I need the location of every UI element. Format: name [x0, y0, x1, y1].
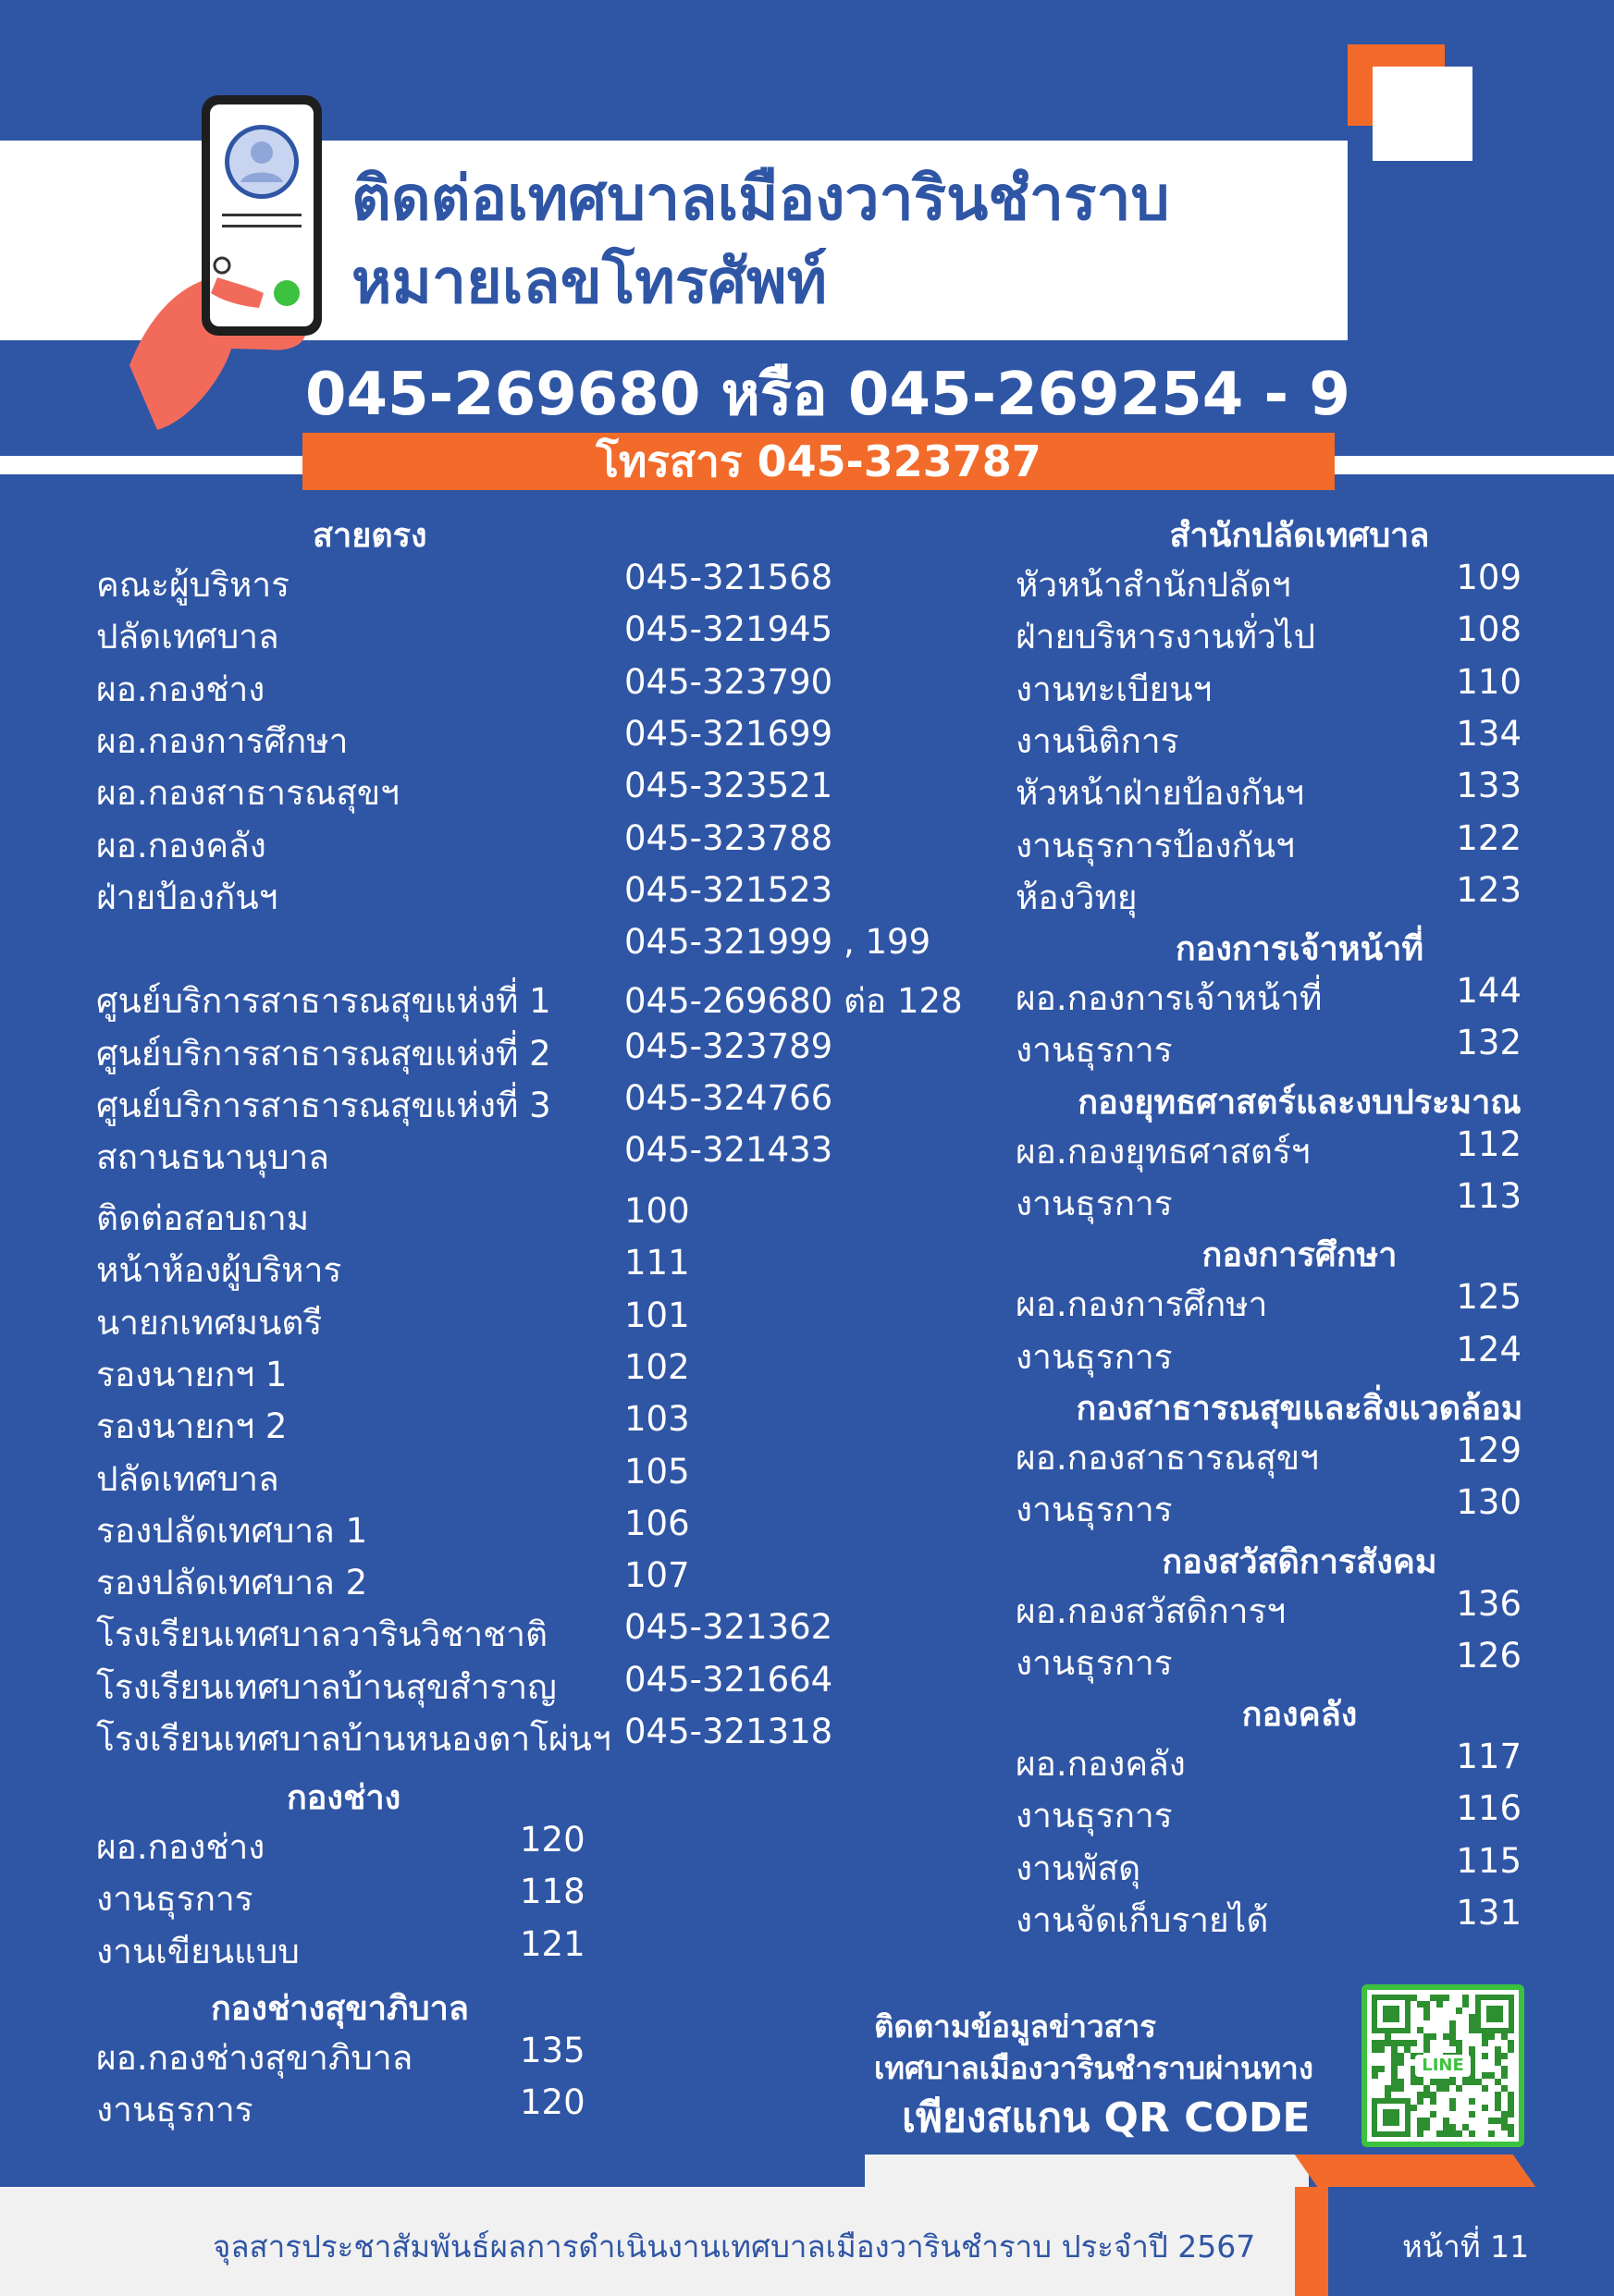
contact-label: ปลัดเทศบาล — [96, 1458, 279, 1499]
extension-number: 122 — [1456, 817, 1522, 858]
contact-label: ศูนย์บริการสาธารณสุขแห่งที่ 1 — [96, 981, 551, 1022]
contact-label: ผอ.กองการศึกษา — [96, 720, 349, 761]
contact-number: 102 — [624, 1346, 690, 1387]
extension-number: 113 — [1456, 1176, 1522, 1216]
extension-number: 129 — [1456, 1430, 1522, 1470]
extension-number: 116 — [1456, 1788, 1522, 1829]
contact-number: 045-321362 — [624, 1607, 833, 1648]
qr-code-frame — [1361, 1984, 1524, 2147]
extension-label: ผอ.กองคลัง — [1016, 1744, 1186, 1785]
contact-number: 045-321664 — [624, 1659, 833, 1700]
contact-number: 106 — [624, 1503, 690, 1543]
contact-number: 045-321699 — [624, 713, 833, 754]
contact-number: 107 — [624, 1555, 690, 1596]
main-phone-numbers: 045-269680 หรือ 045-269254 - 9 — [305, 361, 1350, 429]
contact-number: 111 — [624, 1243, 690, 1283]
page-subtitle: หมายเลขโทรศัพท์ — [351, 246, 828, 317]
contact-label: งานธุรการ — [96, 1879, 253, 1920]
contact-label: ผอ.กองคลัง — [96, 825, 266, 866]
extension-label: งานธุรการ — [1016, 1030, 1173, 1071]
extension-label: ผอ.กองการศึกษา — [1016, 1284, 1268, 1325]
contact-number: 103 — [624, 1399, 690, 1440]
extension-label: งานพัสดุ — [1016, 1848, 1141, 1888]
extension-number: 115 — [1456, 1840, 1522, 1881]
extension-label: งานทะเบียนฯ — [1016, 669, 1213, 709]
extension-label: ผอ.กองยุทธศาสตร์ฯ — [1016, 1131, 1311, 1172]
contact-label: ปลัดเทศบาล — [96, 617, 279, 657]
extension-number: 132 — [1456, 1023, 1522, 1063]
footer-decor-orange — [1295, 2155, 1536, 2187]
extension-number: 133 — [1456, 766, 1522, 806]
extension-number: 144 — [1456, 971, 1522, 1012]
contact-number: 101 — [624, 1295, 690, 1335]
decor-white-square — [1373, 67, 1472, 161]
extension-label: งานธุรการ — [1016, 1490, 1173, 1530]
extension-label: ห้องวิทยุ — [1016, 877, 1138, 917]
contact-number: 118 — [520, 1872, 585, 1912]
contact-label: นายกเทศมนตรี — [96, 1302, 323, 1343]
contact-label: สถานธนานุบาล — [96, 1137, 329, 1178]
contact-number: 045-323788 — [624, 817, 833, 858]
line-logo-icon: LINE — [1415, 2055, 1471, 2077]
contact-number: 045-324766 — [624, 1078, 833, 1118]
contact-label: โรงเรียนเทศบาลวารินวิชาชาติ — [96, 1615, 548, 1655]
qr-caption-line1: ติดตามข้อมูลข่าวสาร — [874, 2008, 1156, 2044]
extension-label: งานธุรการป้องกันฯ — [1016, 825, 1295, 866]
contact-number: 045-269680 ต่อ 128 — [624, 981, 963, 1022]
qr-caption-line2: เทศบาลเมืองวารินชำราบผ่านทาง — [874, 2050, 1313, 2086]
extension-number: 109 — [1456, 558, 1522, 597]
extension-label: หัวหน้าฝ่ายป้องกันฯ — [1016, 773, 1305, 814]
contact-number: 105 — [624, 1451, 690, 1492]
qr-caption-line3: เพียงสแกน QR CODE — [902, 2094, 1311, 2142]
contact-label: รองปลัดเทศบาล 2 — [96, 1563, 368, 1603]
contact-label: ติดต่อสอบถาม — [96, 1198, 310, 1238]
contact-number: 120 — [520, 1820, 585, 1860]
extension-label: ฝ่ายบริหารงานทั่วไป — [1016, 617, 1315, 657]
contact-label: รองนายกฯ 1 — [96, 1354, 288, 1394]
contact-label: โรงเรียนเทศบาลบ้านหนองตาโผ่นฯ — [96, 1719, 611, 1759]
extension-label: งานนิติการ — [1016, 720, 1179, 761]
contact-number: 135 — [520, 2031, 585, 2070]
extension-label: งานธุรการ — [1016, 1184, 1173, 1223]
contact-number: 045-321999 , 199 — [624, 922, 931, 963]
extension-number: 123 — [1456, 869, 1522, 910]
division-heading: กองยุทธศาสตร์และงบประมาณ — [1078, 1083, 1522, 1122]
extension-number: 117 — [1456, 1737, 1522, 1777]
extension-label: ผอ.กองการเจ้าหน้าที่ — [1016, 978, 1323, 1019]
contact-label: งานเขียนแบบ — [96, 1931, 300, 1971]
footer-orange-strip — [1295, 2187, 1328, 2296]
extension-label: งานธุรการ — [1016, 1642, 1173, 1683]
contact-number: 045-321945 — [624, 609, 833, 650]
division-heading: กองการศึกษา — [1201, 1236, 1398, 1275]
contact-label: งานธุรการ — [96, 2090, 253, 2130]
division-heading: กองสาธารณสุขและสิ่งแวดล้อม — [1076, 1389, 1523, 1428]
contact-number: 045-323521 — [624, 766, 833, 806]
page-title: ติดต่อเทศบาลเมืองวารินชำราบ — [351, 163, 1170, 234]
contact-number: 100 — [624, 1191, 690, 1231]
contact-label: ผอ.กองช่าง — [96, 669, 265, 709]
direct-line-heading: สายตรง — [313, 517, 427, 555]
contact-number: 045-323790 — [624, 661, 833, 702]
extension-label: หัวหน้าสำนักปลัดฯ — [1016, 565, 1291, 605]
extension-number: 108 — [1456, 609, 1522, 650]
contact-label: ผอ.กองช่าง — [96, 1827, 265, 1867]
contact-number: 045-321568 — [624, 558, 833, 597]
extension-number: 125 — [1456, 1277, 1522, 1318]
footer-decor-light — [865, 2155, 1309, 2187]
contact-label: คณะผู้บริหาร — [96, 565, 290, 605]
extension-label: งานจัดเก็บรายได้ — [1016, 1900, 1269, 1940]
extension-number: 134 — [1456, 713, 1522, 754]
contact-number: 045-321523 — [624, 869, 833, 910]
extension-number: 130 — [1456, 1482, 1522, 1523]
extension-number: 124 — [1456, 1329, 1522, 1369]
extension-label: งานธุรการ — [1016, 1336, 1173, 1377]
extension-number: 136 — [1456, 1583, 1522, 1624]
engineering-heading: กองช่าง — [287, 1779, 401, 1817]
contact-label: ศูนย์บริการสาธารณสุขแห่งที่ 2 — [96, 1033, 551, 1074]
contact-label: ผอ.กองช่างสุขาภิบาล — [96, 2038, 413, 2078]
extension-label: งานธุรการ — [1016, 1796, 1173, 1836]
contact-label: ศูนย์บริการสาธารณสุขแห่งที่ 3 — [96, 1086, 551, 1125]
contact-label: โรงเรียนเทศบาลบ้านสุขสำราญ — [96, 1666, 557, 1707]
division-heading: กองสวัสดิการสังคม — [1162, 1542, 1437, 1581]
footer-publication-title: จุลสารประชาสัมพันธ์ผลการดำเนินงานเทศบาลเมืองวารินชำราบ ประจำปี 2567 — [213, 2228, 1256, 2265]
extension-number: 112 — [1456, 1123, 1522, 1164]
extension-number: 126 — [1456, 1635, 1522, 1676]
page-number: หน้าที่ 11 — [1402, 2228, 1530, 2265]
extension-label: ผอ.กองสวัสดิการฯ — [1016, 1590, 1287, 1631]
extension-number: 131 — [1456, 1893, 1522, 1933]
contact-label: ฝ่ายป้องกันฯ — [96, 877, 278, 917]
contact-number: 045-321318 — [624, 1712, 833, 1751]
contact-label: รองนายกฯ 2 — [96, 1406, 288, 1447]
contact-number: 120 — [520, 2082, 585, 2123]
division-heading: กองคลัง — [1241, 1696, 1358, 1735]
contact-label: รองปลัดเทศบาล 1 — [96, 1510, 368, 1551]
contact-number: 121 — [520, 1923, 585, 1964]
extension-label: ผอ.กองสาธารณสุขฯ — [1016, 1437, 1319, 1478]
sanitation-heading: กองช่างสุขาภิบาล — [211, 1990, 469, 2028]
division-heading: กองการเจ้าหน้าที่ — [1175, 930, 1424, 969]
division-heading: สำนักปลัดเทศบาล — [1169, 517, 1430, 555]
fax-number: โทรสาร 045-323787 — [596, 436, 1041, 486]
contact-number: 045-321433 — [624, 1130, 833, 1171]
contact-label: ผอ.กองสาธารณสุขฯ — [96, 773, 400, 814]
extension-number: 110 — [1456, 661, 1522, 702]
contact-number: 045-323789 — [624, 1025, 833, 1066]
contact-label: หน้าห้องผู้บริหาร — [96, 1250, 342, 1291]
